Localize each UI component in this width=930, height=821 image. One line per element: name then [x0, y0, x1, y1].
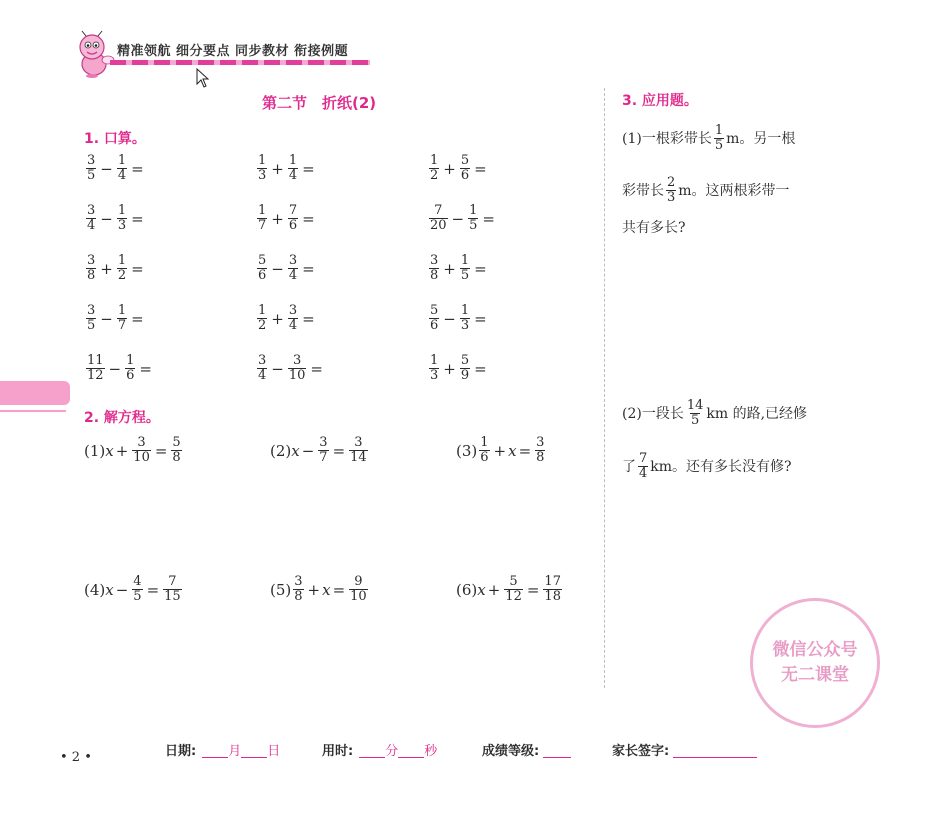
mental-math-item [427, 254, 489, 283]
denominator: 5 [690, 413, 700, 428]
numerator: 1 [430, 153, 439, 168]
operator: − [271, 359, 284, 378]
bee-mascot-icon [72, 30, 116, 78]
fraction [288, 354, 307, 383]
mental-math-item [84, 154, 146, 183]
problem-line [622, 218, 686, 238]
denominator: 5 [469, 218, 478, 233]
problem-text: (2)一段长 [622, 405, 684, 422]
denominator: 3 [667, 190, 676, 205]
footer-grade [482, 740, 571, 759]
numerator: 7 [639, 451, 648, 466]
denominator: 5 [714, 138, 724, 153]
fraction [543, 575, 562, 604]
problem-line [622, 399, 807, 428]
operator: − [115, 580, 129, 599]
operator: = [146, 580, 160, 599]
denominator: 6 [288, 218, 298, 233]
equals-sign: = [139, 359, 152, 378]
operator: + [271, 209, 284, 228]
numerator: 11 [87, 353, 104, 368]
problem-line [622, 452, 792, 481]
footer-time [322, 740, 437, 759]
fraction [293, 575, 303, 604]
fraction [468, 204, 478, 233]
denominator: 4 [117, 168, 127, 183]
fraction [460, 354, 470, 383]
operator: + [443, 259, 456, 278]
numerator: 7 [434, 203, 443, 218]
fraction [460, 154, 470, 183]
problem-text: (1)一根彩带长 [622, 130, 712, 147]
fraction [460, 254, 470, 283]
fraction [666, 176, 676, 205]
numerator: 3 [87, 303, 96, 318]
problem-line [622, 176, 790, 205]
numerator: 1 [126, 353, 135, 368]
mouse-cursor-icon [196, 68, 210, 88]
operator: − [100, 209, 113, 228]
day-blank[interactable] [241, 741, 267, 758]
numerator: 1 [258, 203, 267, 218]
fraction [171, 436, 181, 465]
problem-text: 了 [622, 458, 636, 475]
numerator: 1 [117, 303, 127, 318]
section3-heading: 3. 应用题。 [622, 93, 698, 109]
fraction [535, 436, 545, 465]
numerator: 4 [133, 574, 142, 589]
denominator: 4 [288, 268, 298, 283]
mental-math-item [427, 204, 497, 233]
equals-sign: = [131, 209, 144, 228]
fraction [117, 154, 127, 183]
equals-sign: = [474, 309, 487, 328]
equation [270, 436, 370, 465]
operator: + [100, 259, 113, 278]
denominator: 7 [117, 318, 127, 333]
section1-heading: 1. 口算。 [84, 131, 146, 147]
equation-label: (1) [84, 441, 106, 460]
fraction [349, 575, 368, 604]
equation-label: (5) [270, 580, 292, 599]
problem-text: m。另一根 [726, 130, 796, 147]
operator: − [301, 441, 315, 460]
operator: = [518, 441, 532, 460]
numerator: 3 [137, 435, 146, 450]
variable: x [291, 441, 300, 460]
numerator: 1 [258, 153, 267, 168]
header-stripe [110, 60, 370, 65]
operator: + [271, 309, 284, 328]
fraction [288, 304, 298, 333]
numerator: 1 [288, 153, 298, 168]
denominator: 5 [133, 589, 142, 604]
operator: − [451, 209, 465, 228]
operator: − [100, 159, 113, 178]
second-label: 秒 [424, 744, 438, 759]
fraction [349, 436, 368, 465]
operator: + [307, 580, 321, 599]
equation-label: (2) [270, 441, 292, 460]
numerator: 3 [288, 303, 298, 318]
fraction [257, 304, 267, 333]
numerator: 1 [714, 123, 724, 138]
denominator: 20 [430, 218, 447, 233]
operator: + [487, 580, 501, 599]
equals-sign: = [131, 259, 144, 278]
equals-sign: = [302, 209, 315, 228]
denominator: 6 [430, 318, 439, 333]
mental-math-item [84, 304, 146, 333]
equation [456, 436, 547, 465]
operator: − [108, 359, 122, 378]
fraction [460, 304, 470, 333]
operator: = [332, 441, 346, 460]
denominator: 7 [319, 450, 328, 465]
denominator: 10 [133, 450, 150, 465]
fraction [163, 575, 182, 604]
time-label: 用时: [322, 744, 354, 759]
grade-blank[interactable] [543, 741, 571, 758]
equals-sign: = [131, 309, 144, 328]
numerator: 14 [686, 398, 704, 413]
parent-signature-blank[interactable] [673, 741, 757, 758]
mental-math-item [255, 204, 317, 233]
numerator: 1 [430, 353, 439, 368]
equation-label: (6) [456, 580, 478, 599]
mental-math-item [84, 254, 146, 283]
numerator: 3 [430, 253, 439, 268]
numerator: 3 [288, 253, 298, 268]
page-number: • 2 • [60, 750, 92, 765]
month-blank[interactable] [202, 741, 228, 758]
column-divider [604, 88, 605, 688]
operator: = [154, 441, 168, 460]
fraction [86, 304, 96, 333]
numerator: 5 [172, 435, 181, 450]
numerator: 3 [319, 435, 328, 450]
mental-math-item [255, 304, 317, 333]
grade-label: 成绩等级: [482, 744, 540, 759]
footer-date [165, 740, 280, 759]
problem-text: km。还有多长没有修? [650, 458, 792, 475]
footer-parent [612, 740, 757, 759]
month-label: 月 [228, 744, 242, 759]
header-slogan: 精准领航 细分要点 同步教材 衔接例题 [117, 44, 349, 59]
operator: + [271, 159, 284, 178]
denominator: 8 [172, 450, 181, 465]
denominator: 3 [117, 218, 127, 233]
equals-sign: = [302, 309, 315, 328]
numerator: 3 [294, 574, 303, 589]
denominator: 2 [258, 318, 267, 333]
numerator: 1 [117, 253, 127, 268]
second-blank[interactable] [398, 741, 424, 758]
fraction [132, 575, 142, 604]
denominator: 8 [87, 268, 96, 283]
denominator: 12 [87, 368, 104, 383]
denominator: 6 [480, 450, 489, 465]
fraction [288, 254, 298, 283]
denominator: 6 [460, 168, 470, 183]
equation [84, 436, 184, 465]
equals-sign: = [302, 259, 315, 278]
numerator: 3 [87, 153, 96, 168]
equation [270, 575, 370, 604]
fraction [504, 575, 523, 604]
operator: − [271, 259, 284, 278]
denominator: 3 [460, 318, 470, 333]
numerator: 5 [430, 303, 439, 318]
fraction [479, 436, 489, 465]
numerator: 1 [117, 203, 127, 218]
variable: x [105, 441, 114, 460]
minute-label: 分 [385, 744, 399, 759]
operator: = [526, 580, 540, 599]
equation [84, 575, 184, 604]
minute-blank[interactable] [359, 741, 385, 758]
operator: + [443, 159, 456, 178]
denominator: 4 [288, 168, 298, 183]
fraction [117, 204, 127, 233]
numerator: 3 [536, 435, 545, 450]
denominator: 2 [117, 268, 127, 283]
operator: − [443, 309, 456, 328]
stamp-line1: 微信公众号 [772, 640, 858, 660]
fraction [125, 354, 135, 383]
denominator: 5 [87, 318, 96, 333]
side-tab [0, 381, 70, 405]
numerator: 1 [469, 203, 478, 218]
fraction [86, 354, 105, 383]
denominator: 5 [460, 268, 470, 283]
fraction [288, 154, 298, 183]
fraction [257, 354, 267, 383]
fraction [686, 399, 705, 428]
operator: − [100, 309, 113, 328]
variable: x [477, 580, 486, 599]
denominator: 15 [164, 589, 181, 604]
denominator: 2 [430, 168, 439, 183]
denominator: 8 [430, 268, 439, 283]
denominator: 10 [288, 368, 306, 383]
denominator: 10 [350, 589, 367, 604]
fraction [429, 304, 439, 333]
denominator: 6 [258, 268, 267, 283]
numerator: 1 [258, 303, 267, 318]
mental-math-item [427, 304, 489, 333]
numerator: 5 [460, 153, 470, 168]
denominator: 3 [430, 368, 439, 383]
fraction [117, 304, 127, 333]
numerator: 3 [87, 253, 96, 268]
numerator: 1 [460, 253, 470, 268]
mental-math-item [427, 354, 489, 383]
denominator: 4 [288, 318, 298, 333]
equals-sign: = [474, 259, 487, 278]
fraction [132, 436, 151, 465]
numerator: 7 [168, 574, 177, 589]
problem-text: 彩带长 [622, 182, 664, 199]
problem-text: 共有多长? [622, 220, 686, 236]
numerator: 3 [354, 435, 363, 450]
fraction [86, 204, 96, 233]
fraction [86, 254, 96, 283]
problem-text: km 的路,已经修 [706, 405, 808, 422]
equals-sign: = [131, 159, 144, 178]
numerator: 7 [288, 203, 298, 218]
stamp-line2: 无二课堂 [781, 665, 849, 685]
denominator: 4 [639, 466, 648, 481]
fraction [257, 204, 267, 233]
fraction [714, 124, 724, 153]
denominator: 3 [258, 168, 267, 183]
mental-math-item [255, 254, 317, 283]
variable: x [105, 580, 114, 599]
denominator: 9 [460, 368, 470, 383]
problem-text: m。这两根彩带一 [678, 182, 790, 199]
wechat-stamp [750, 598, 880, 728]
mental-math-item [84, 204, 146, 233]
denominator: 4 [87, 218, 96, 233]
equals-sign: = [474, 159, 487, 178]
denominator: 12 [505, 589, 522, 604]
operator: + [493, 441, 507, 460]
fraction [288, 204, 298, 233]
numerator: 1 [480, 435, 489, 450]
denominator: 14 [350, 450, 367, 465]
equation [456, 575, 564, 604]
mental-math-item [255, 354, 325, 383]
variable: x [508, 441, 517, 460]
numerator: 1 [117, 153, 127, 168]
fraction [86, 154, 96, 183]
fraction [638, 452, 648, 481]
numerator: 1 [460, 303, 470, 318]
numerator: 17 [544, 574, 561, 589]
numerator: 5 [509, 574, 518, 589]
fraction [429, 204, 448, 233]
numerator: 3 [292, 353, 302, 368]
fraction [429, 354, 439, 383]
numerator: 3 [87, 203, 96, 218]
equals-sign: = [310, 359, 323, 378]
operator: + [443, 359, 456, 378]
fraction [117, 254, 127, 283]
day-label: 日 [267, 744, 281, 759]
denominator: 18 [544, 589, 561, 604]
section2-heading: 2. 解方程。 [84, 410, 160, 426]
denominator: 5 [87, 168, 96, 183]
equals-sign: = [482, 209, 495, 228]
equals-sign: = [474, 359, 487, 378]
numerator: 9 [354, 574, 363, 589]
page-title: 第二节 折纸(2) [262, 94, 377, 112]
mental-math-item [427, 154, 489, 183]
equation-label: (4) [84, 580, 106, 599]
numerator: 3 [258, 353, 267, 368]
side-tab-line [0, 410, 66, 412]
numerator: 5 [460, 353, 470, 368]
equation-label: (3) [456, 441, 478, 460]
operator: + [115, 441, 129, 460]
variable: x [322, 580, 331, 599]
operator: = [332, 580, 346, 599]
fraction [257, 154, 267, 183]
denominator: 8 [294, 589, 303, 604]
mental-math-item [84, 354, 154, 383]
parent-label: 家长签字: [612, 744, 670, 759]
denominator: 7 [258, 218, 267, 233]
fraction [429, 154, 439, 183]
denominator: 4 [258, 368, 267, 383]
numerator: 2 [667, 175, 676, 190]
equals-sign: = [302, 159, 315, 178]
numerator: 5 [258, 253, 267, 268]
fraction [429, 254, 439, 283]
fraction [318, 436, 328, 465]
fraction [257, 254, 267, 283]
mental-math-item [255, 154, 317, 183]
problem-line [622, 124, 795, 153]
denominator: 6 [126, 368, 135, 383]
date-label: 日期: [165, 744, 197, 759]
denominator: 8 [536, 450, 545, 465]
